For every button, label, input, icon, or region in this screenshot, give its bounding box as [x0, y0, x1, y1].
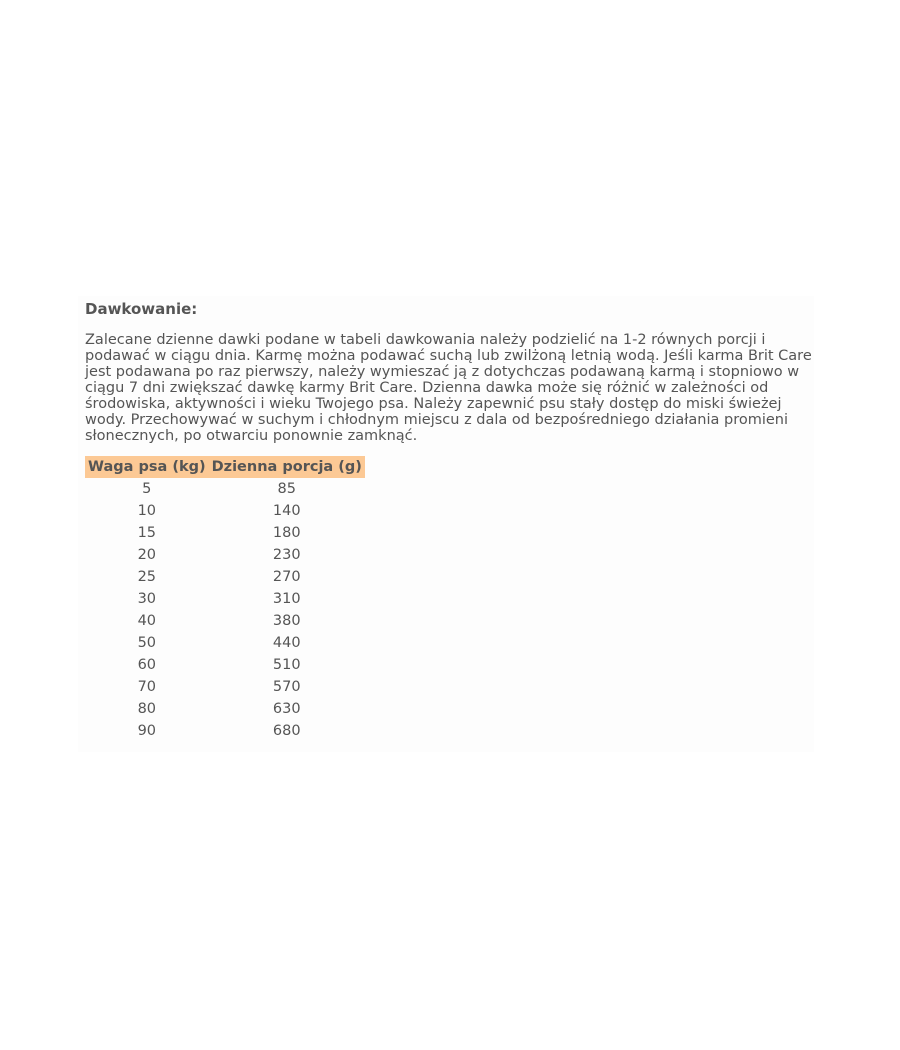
weight-cell: 25: [137, 569, 157, 585]
weight-cell: 80: [137, 701, 157, 717]
portion-cell: 630: [272, 701, 301, 717]
table-row: [85, 500, 365, 522]
dosage-heading: Dawkowanie:: [85, 300, 198, 318]
weight-cell: 30: [137, 591, 157, 607]
table-row: [85, 654, 365, 676]
weight-column-header: Waga psa (kg): [85, 456, 209, 478]
portion-cell: 270: [272, 569, 301, 585]
weight-cell: 50: [137, 635, 157, 651]
portion-cell: 180: [272, 525, 301, 541]
portion-cell: 680: [272, 723, 301, 739]
table-row: [85, 566, 365, 588]
weight-cell: 40: [137, 613, 157, 629]
portion-cell: 570: [272, 679, 301, 695]
portion-cell: 140: [272, 503, 301, 519]
portion-cell: 380: [272, 613, 301, 629]
portion-cell: 440: [272, 635, 301, 651]
weight-cell: 60: [137, 657, 157, 673]
table-row: [85, 720, 365, 742]
table-row: [85, 610, 365, 632]
weight-cell: 20: [137, 547, 157, 563]
portion-cell: 510: [272, 657, 301, 673]
weight-cell: 90: [137, 723, 157, 739]
weight-cell: 10: [137, 503, 157, 519]
weight-cell: 70: [137, 679, 157, 695]
table-row: [85, 478, 365, 500]
portion-cell: 230: [272, 547, 301, 563]
table-row: [85, 632, 365, 654]
portion-cell: 85: [277, 481, 296, 497]
table-row: [85, 698, 365, 720]
dosage-table: [85, 456, 365, 742]
portion-column-header: Dzienna porcja (g): [209, 456, 365, 478]
table-row: [85, 522, 365, 544]
weight-cell: 5: [142, 481, 152, 497]
weight-cell: 15: [137, 525, 157, 541]
portion-cell: 310: [272, 591, 301, 607]
table-row: [85, 588, 365, 610]
table-row: [85, 676, 365, 698]
table-row: [85, 544, 365, 566]
dosage-description: Zalecane dzienne dawki podane w tabeli dawkowania należy podzielić na 1-2 równych porcji i podawać w ciągu dnia. Karmę można podawać suchą lub zwilżoną letnią wodą. Jeśli karma Brit Care jest podawana po raz pierwszy, należy wymieszać ją z dotychczas podawaną karmą i stopniowo w ciągu 7 dni zwiększać dawkę karmy Brit Care. Dzienna dawka może się różnić w zależności od środowiska, aktywności i wieku Twojego psa. Należy zapewnić psu stały dostęp do miski świeżej wody. Przechowywać w suchym i chłodnym miejscu z dala od bezpośredniego działania promieni słonecznych, po otwarciu ponownie zamknąć.: [85, 332, 812, 444]
table-header-row: [85, 456, 365, 478]
